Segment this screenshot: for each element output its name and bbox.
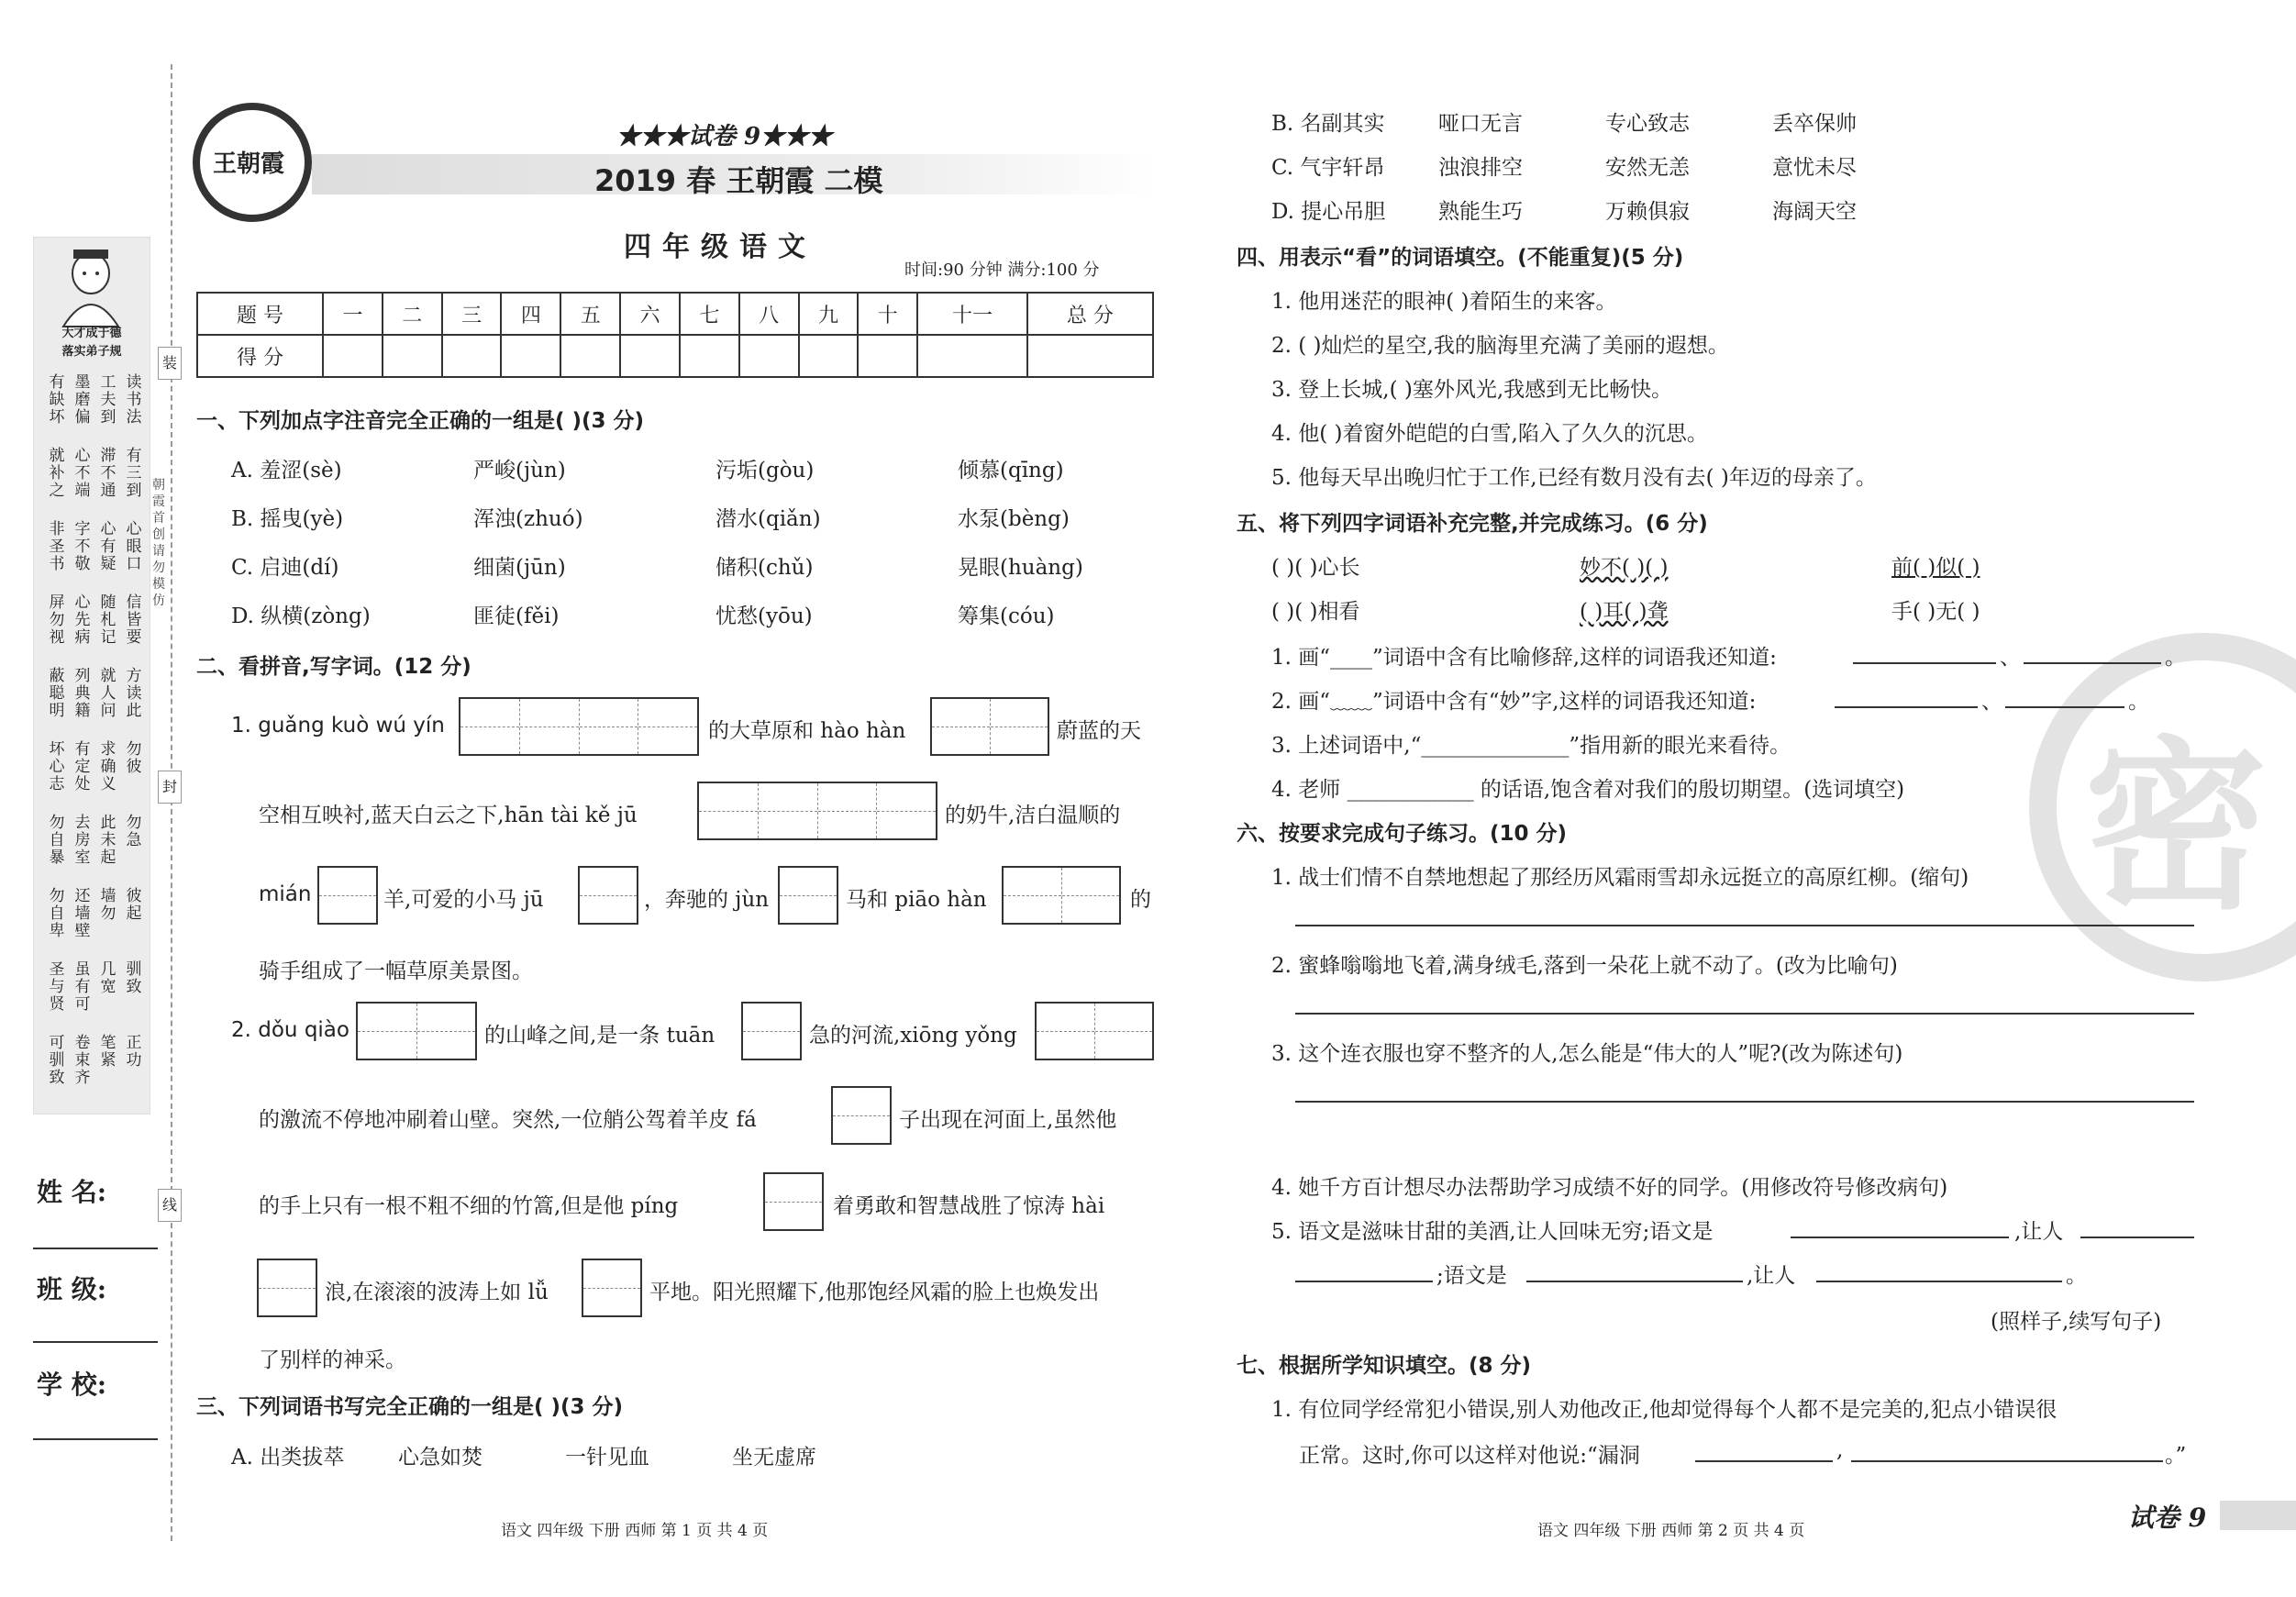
q2-text: 的山峰之间,是一条 tuān: [484, 1024, 715, 1048]
answer-grid[interactable]: [1035, 1002, 1154, 1060]
answer-grid[interactable]: [582, 1259, 642, 1317]
q6-item-4: 4. 她千方百计想尽办法帮助学习成绩不好的同学。(用修改符号修改病句): [1271, 1176, 1948, 1200]
footer-right: 语文 四年级 下册 西师 第 2 页 共 4 页: [1537, 1522, 1805, 1540]
score-header-cell: 三: [442, 293, 502, 335]
q1-option: 浑浊(zhuó): [473, 507, 583, 531]
score-entry-cell[interactable]: [383, 335, 442, 377]
q3-option: C. 气宇轩昂: [1271, 156, 1385, 180]
q2-text: 着勇敢和智慧战胜了惊涛 hài: [833, 1194, 1105, 1218]
q7-line-1: 1. 有位同学经常犯小错误,别人劝他改正,他却觉得每个人都不是完美的,犯点小错误很: [1271, 1398, 2058, 1422]
q2-text: mián: [259, 882, 312, 906]
q1-option: 筹集(cóu): [958, 604, 1055, 628]
q3-option: 坐无虚席: [732, 1446, 816, 1469]
score-entry-cell[interactable]: [799, 335, 859, 377]
q5-end: 。: [2128, 690, 2149, 714]
q3-option: 丢卒保帅: [1772, 112, 1857, 136]
score-entry-cell[interactable]: [620, 335, 680, 377]
motto-column: 就补之: [49, 447, 65, 500]
footer-left: 语文 四年级 下册 西师 第 1 页 共 4 页: [501, 1522, 769, 1540]
motto-column: 列典籍: [74, 667, 91, 720]
q7-line-2: 正常。这时,你可以这样对他说:“漏洞: [1299, 1444, 1640, 1468]
answer-grid[interactable]: [356, 1002, 477, 1060]
q2-text: 蔚蓝的天: [1057, 719, 1141, 743]
score-value-row: [197, 335, 1153, 377]
motto-column: 读书法: [126, 373, 142, 427]
motto-column: 还墙壁: [74, 887, 91, 940]
idiom-blank[interactable]: 妙不( )( ): [1580, 556, 1669, 580]
q6-item-5: ,让人: [1747, 1264, 1796, 1288]
q1-option: 严峻(jùn): [473, 459, 566, 482]
q1-option: 水泵(bèng): [958, 507, 1070, 531]
q3-title: 三、下列词语书写完全正确的一组是( )(3 分): [196, 1395, 624, 1419]
q2-text: 羊,可爱的小马 jū: [383, 888, 544, 912]
q2-text: 1. guǎng kuò wú yín: [231, 714, 445, 738]
motto-line-1: 大才成于德: [61, 327, 122, 340]
motto-column: 墨磨偏: [74, 373, 91, 427]
q6-item-3: 3. 这个连衣服也穿不整齐的人,怎么能是“伟大的人”呢?(改为陈述句): [1271, 1042, 1903, 1066]
q4-item[interactable]: 3. 登上长城,( )塞外风光,我感到无比畅快。: [1271, 378, 1673, 402]
q6-item-5: 5. 语文是滋味甘甜的美酒,让人回味无穷;语文是: [1271, 1220, 1714, 1244]
q3-option: 浊浪排空: [1438, 156, 1523, 180]
motto-column: 心不端: [74, 447, 91, 500]
answer-line[interactable]: [1816, 1281, 2062, 1282]
answer-grid[interactable]: [741, 1002, 802, 1060]
answer-line[interactable]: [1791, 1237, 2009, 1238]
q6-note: (照样子,续写句子): [1991, 1310, 2162, 1334]
score-entry-cell[interactable]: [917, 335, 1027, 377]
answer-grid[interactable]: [1002, 866, 1121, 925]
answer-grid[interactable]: [778, 866, 838, 925]
watermark-char: 密: [2084, 721, 2268, 935]
idiom-blank[interactable]: ( )( )心长: [1271, 556, 1360, 580]
motto-column: 墙勿: [100, 887, 116, 923]
score-entry-cell[interactable]: [739, 335, 799, 377]
logo-text: 王朝霞: [213, 150, 285, 178]
q1-option: A. 羞涩(sè): [231, 459, 342, 482]
motto-column: 工夫到: [100, 373, 116, 427]
q6-item-5: ,让人: [2014, 1220, 2064, 1244]
idiom-blank[interactable]: 手( )无( ): [1891, 600, 1980, 624]
q1-title: 一、下列加点字注音完全正确的一组是( )(3 分): [196, 409, 645, 433]
score-row-label: 得 分: [197, 335, 323, 377]
q6-item-5: 。: [2066, 1264, 2087, 1288]
answer-grid[interactable]: [317, 866, 378, 925]
q3-option: 意忧未尽: [1772, 156, 1857, 180]
idiom-blank[interactable]: ( )( )相看: [1271, 600, 1360, 624]
q1-option: 污垢(gòu): [715, 459, 815, 482]
motto-column: 就人问: [100, 667, 116, 720]
q2-text: 的奶牛,洁白温顺的: [945, 804, 1121, 827]
copyright-note: 朝霞首创 请勿模仿: [152, 478, 165, 608]
motto-column: 驯致: [126, 960, 142, 996]
motto-column: 滞不通: [100, 447, 116, 500]
q5-item-4: 4. 老师 ____________ 的话语,饱含着对我们的殷切期望。(选词填空): [1271, 778, 1905, 802]
name-field[interactable]: [33, 1248, 158, 1249]
q6-item-2: 2. 蜜蜂嗡嗡地飞着,满身绒毛,落到一朵花上就不动了。(改为比喻句): [1271, 954, 1898, 978]
motto-column: 蔽聪明: [49, 667, 65, 720]
score-header-cell: 十: [858, 293, 917, 335]
motto-column: 信皆要: [126, 593, 142, 647]
q3-option: 心急如焚: [398, 1446, 482, 1469]
q1-option: 倾慕(qīng): [958, 459, 1064, 482]
seal-char-3: 线: [158, 1189, 182, 1222]
score-header-cell: 六: [620, 293, 680, 335]
score-header-cell: 一: [323, 293, 383, 335]
score-entry-cell[interactable]: [501, 335, 560, 377]
q6-item-5: ;语文是: [1436, 1264, 1507, 1288]
idiom-blank[interactable]: ( )耳( )聋: [1580, 600, 1669, 624]
q4-title: 四、用表示“看”的词语填空。(不能重复)(5 分): [1237, 246, 1684, 270]
q2-text: 的手上只有一根不粗不细的竹篙,但是他 píng: [259, 1194, 679, 1218]
score-table: [196, 292, 1154, 378]
q2-text: 的: [1130, 888, 1151, 912]
motto-column: 随札记: [100, 593, 116, 647]
q3-option: 安然无恙: [1605, 156, 1690, 180]
q2-text: 2. dǒu qiào: [231, 1018, 349, 1042]
q2-text: 空相互映衬,蓝天白云之下,hān tài kě jū: [259, 804, 638, 827]
motto-column: 有缺坏: [49, 373, 65, 427]
score-entry-cell[interactable]: [560, 335, 620, 377]
answer-line[interactable]: [1295, 1013, 2194, 1015]
motto-column: 虽有可: [74, 960, 91, 1014]
q4-item[interactable]: 5. 他每天早出晚归忙于工作,已经有数月没有去( )年迈的母亲了。: [1271, 466, 1877, 490]
seal-char-2: 封: [158, 771, 182, 804]
q3-option: B. 名副其实: [1271, 112, 1385, 136]
brand-logo: [193, 103, 312, 222]
answer-line[interactable]: [1295, 1101, 2194, 1103]
q3-option: 专心致志: [1605, 112, 1690, 136]
answer-line[interactable]: [1295, 1281, 1433, 1282]
answer-line[interactable]: [1695, 1460, 1833, 1462]
q5-title: 五、将下列四字词语补充完整,并完成练习。(6 分): [1237, 512, 1708, 536]
q6-item-1: 1. 战士们情不自禁地想起了那经历风霜雨雪却永远挺立的高原红柳。(缩句): [1271, 866, 1969, 890]
q3-option: 熟能生巧: [1438, 200, 1523, 224]
motto-column: 正功: [126, 1034, 142, 1070]
q3-option: A. 出类拔萃: [231, 1446, 345, 1469]
answer-line[interactable]: [1851, 1460, 2163, 1462]
answer-line[interactable]: [1526, 1281, 1743, 1282]
answer-grid[interactable]: [459, 697, 699, 756]
q2-text: 平地。阳光照耀下,他那饱经风霜的脸上也焕发出: [649, 1281, 1100, 1304]
motto-column: 勿自暴: [49, 814, 65, 867]
score-header-cell: 八: [739, 293, 799, 335]
q1-option: D. 纵横(zòng): [231, 604, 371, 628]
motto-column: 非圣书: [49, 520, 65, 573]
q7-line-2: ,: [1836, 1438, 1844, 1462]
subject-title: 四年级语文: [624, 231, 816, 263]
q2-title: 二、看拼音,写字词。(12 分): [196, 655, 471, 679]
score-header-cell: 九: [799, 293, 859, 335]
answer-grid[interactable]: [763, 1172, 824, 1231]
q2-text: 的激流不停地冲刷着山壁。突然,一位艄公驾着羊皮 fá: [259, 1108, 757, 1132]
idiom-blank[interactable]: 前( )似( ): [1891, 556, 1980, 580]
motto-column: 有三到: [126, 447, 142, 500]
q2-text: 马和 piāo hàn: [846, 888, 987, 912]
page-tag-bar: [2220, 1501, 2296, 1530]
q2-text: 浪,在滚滚的波涛上如 lǚ: [325, 1281, 549, 1304]
q2-text: 子出现在河面上,虽然他: [899, 1108, 1117, 1132]
answer-line[interactable]: [1835, 706, 1978, 708]
score-header-cell: 五: [560, 293, 620, 335]
motto-column: 字不敬: [74, 520, 91, 573]
motto-column: 求确义: [100, 740, 116, 793]
motto-column: 圣与贤: [49, 960, 65, 1014]
answer-grid[interactable]: [930, 697, 1049, 756]
q5-item-3: 3. 上述词语中,“______________”指用新的眼光来看待。: [1271, 734, 1791, 758]
answer-line[interactable]: [1295, 925, 2194, 926]
q1-option: 忧愁(yōu): [715, 604, 813, 628]
class-field[interactable]: [33, 1341, 158, 1343]
q3-option: D. 提心吊胆: [1271, 200, 1386, 224]
time-info: 时间:90 分钟 满分:100 分: [904, 261, 1100, 280]
score-header-row: [197, 293, 1153, 335]
q1-option: 细菌(jūn): [473, 556, 566, 580]
q2-text: 了别样的神采。: [259, 1348, 406, 1372]
answer-line[interactable]: [2005, 706, 2124, 708]
q1-option: 储积(chǔ): [715, 556, 814, 580]
motto-column: 有定处: [74, 740, 91, 793]
q7-title: 七、根据所学知识填空。(8 分): [1237, 1354, 1532, 1378]
q7-line-2: 。”: [2165, 1444, 2187, 1468]
q4-item[interactable]: 4. 他( )着窗外皑皑的白雪,陷入了久久的沉思。: [1271, 422, 1708, 446]
q4-item[interactable]: 1. 他用迷茫的眼神( )着陌生的来客。: [1271, 290, 1617, 314]
motto-column: 方读此: [126, 667, 142, 720]
q3-option: 一针见血: [565, 1446, 649, 1469]
motto-column: 卷束齐: [74, 1034, 91, 1087]
score-header-cell: 十一: [917, 293, 1027, 335]
score-header-cell: 四: [501, 293, 560, 335]
motto-column: 勿急: [126, 814, 142, 849]
q5-item-1: 1. 画“____”词语中含有比喻修辞,这样的词语我还知道:: [1271, 646, 1777, 670]
motto-column: 笔紧: [100, 1034, 116, 1070]
score-entry-cell[interactable]: [858, 335, 917, 377]
q1-option: 匪徒(fěi): [473, 604, 560, 628]
motto-column: 可驯致: [49, 1034, 65, 1087]
seal-char-1: 装: [158, 347, 182, 380]
score-header-cell: 二: [383, 293, 442, 335]
motto-column: 坏心志: [49, 740, 65, 793]
answer-line[interactable]: [1853, 662, 1996, 664]
answer-grid[interactable]: [257, 1259, 317, 1317]
motto-column: 心眼口: [126, 520, 142, 573]
answer-line[interactable]: [2080, 1237, 2194, 1238]
paper-tag: ★★★试卷 9★★★: [616, 123, 833, 150]
school-label: 学 校:: [37, 1370, 107, 1400]
score-header-cell: 七: [680, 293, 739, 335]
motto-column: 心有疑: [100, 520, 116, 573]
q2-text: 的大草原和 hào hàn: [708, 719, 906, 743]
q1-option: 潜水(qiǎn): [715, 507, 821, 531]
q5-sep: 、: [2000, 646, 2021, 670]
score-entry-cell[interactable]: [680, 335, 739, 377]
q3-option: 哑口无言: [1438, 112, 1523, 136]
q5-end: 。: [2165, 646, 2186, 670]
motto-column: 勿自卑: [49, 887, 65, 940]
score-entry-cell[interactable]: [1027, 335, 1153, 377]
score-header-label: 题 号: [197, 293, 323, 335]
answer-grid[interactable]: [697, 782, 937, 840]
answer-line[interactable]: [2024, 662, 2161, 664]
score-header-cell: 总 分: [1027, 293, 1153, 335]
q2-text: ，奔驰的 jùn: [644, 888, 770, 912]
motto-column: 屏勿视: [49, 593, 65, 647]
answer-grid[interactable]: [831, 1086, 892, 1145]
motto-column: 勿彼: [126, 740, 142, 776]
motto-column: 此未起: [100, 814, 116, 867]
score-entry-cell[interactable]: [442, 335, 502, 377]
motto-column: 去房室: [74, 814, 91, 867]
motto-column: 心先病: [74, 593, 91, 647]
q5-sep: 、: [1981, 690, 2002, 714]
q4-item[interactable]: 2. ( )灿烂的星空,我的脑海里充满了美丽的遐想。: [1271, 334, 1729, 358]
q2-text: 骑手组成了一幅草原美景图。: [259, 959, 533, 983]
school-field[interactable]: [33, 1438, 158, 1440]
class-label: 班 级:: [37, 1274, 107, 1304]
exam-title: 2019 春 王朝霞 二模: [594, 163, 883, 198]
q3-option: 万赖俱寂: [1605, 200, 1690, 224]
q1-option: C. 启迪(dí): [231, 556, 339, 580]
motto-column: 彼起: [126, 887, 142, 923]
q1-option: 晃眼(huàng): [958, 556, 1083, 580]
score-entry-cell[interactable]: [323, 335, 383, 377]
q3-option: 海阔天空: [1772, 200, 1857, 224]
q6-title: 六、按要求完成句子练习。(10 分): [1237, 822, 1568, 846]
answer-grid[interactable]: [578, 866, 638, 925]
motto-line-2: 落实弟子规: [61, 345, 122, 359]
q5-item-2: 2. 画“﹏﹏”词语中含有“妙”字,这样的词语我还知道:: [1271, 690, 1757, 714]
q1-option: B. 摇曳(yè): [231, 507, 344, 531]
name-label: 姓 名:: [37, 1177, 107, 1207]
q2-text: 急的河流,xiōng yǒng: [809, 1024, 1017, 1048]
motto-column: 几宽: [100, 960, 116, 996]
page-tag: 试卷 9: [2128, 1503, 2207, 1533]
